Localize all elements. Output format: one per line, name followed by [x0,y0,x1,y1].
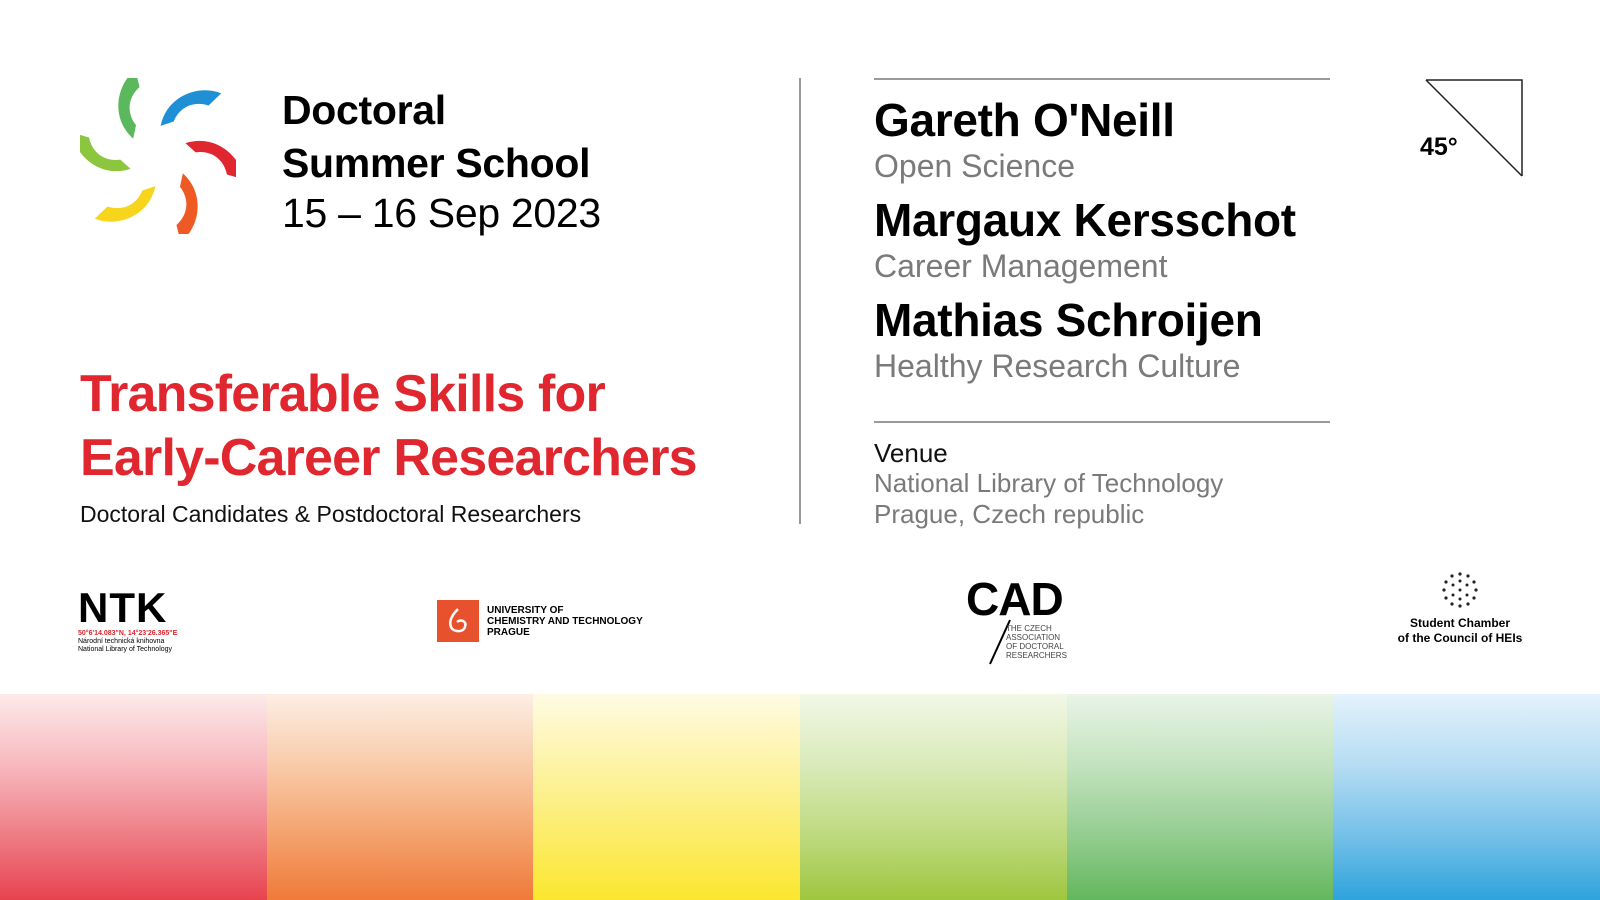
event-title [282,84,590,190]
chamber-line2: of the Council of HEIs [1397,631,1523,645]
cad-line3: OF DOCTORAL [1006,642,1064,651]
venue-line2: Prague, Czech republic [874,499,1145,529]
vscht-line2: CHEMISTRY AND TECHNOLOGY [487,615,643,627]
logo-petal-blue [156,87,225,126]
logo-petal-green [107,78,156,139]
band-yellow [533,694,800,900]
ntk-coords: 50°6'14.083"N, 14°23'26.365"E [78,630,178,637]
cad-logo [966,573,1076,666]
cad-line4: RESEARCHERS [1006,651,1067,660]
speaker-name: Gareth O'Neill [874,94,1175,146]
band-blue [1333,694,1600,900]
band-red [0,694,267,900]
vscht-logo [437,600,667,642]
event-title-line2: Summer School [282,140,591,186]
speaker-name: Margaux Kersschot [874,194,1296,246]
venue-line1: National Library of Technology [874,468,1224,498]
venue-block [874,438,1223,530]
flask-drop-icon [437,600,479,642]
logo-petal-yellow [91,186,160,225]
band-lightgreen [800,694,1067,900]
color-gradient-band [0,694,1600,900]
student-chamber-logo [1390,570,1530,646]
speaker-item [874,294,1296,386]
band-orange [267,694,534,900]
logo-petal-lightgreen [80,119,131,187]
event-dates: 15 – 16 Sep 2023 [282,190,601,236]
vscht-name [487,605,667,638]
speaker-item [874,194,1296,286]
vscht-line3: PRAGUE [487,626,530,638]
speaker-name: Mathias Schroijen [874,294,1263,346]
band-green [1067,694,1334,900]
speakers-top-divider [874,78,1330,80]
cad-subtext [1006,624,1067,660]
ntk-name: NTK [78,584,168,631]
chamber-line1: Student Chamber [1409,616,1510,630]
corner-triangle-icon [1424,78,1524,178]
ntk-logo [78,584,178,654]
venue-label: Venue [874,438,948,468]
logo-petal-orange [160,173,209,234]
vertical-divider [799,78,801,524]
logo-petal-red [185,125,236,193]
speaker-item [874,94,1296,186]
speaker-topic: Career Management [874,248,1168,284]
speakers-list [874,94,1296,394]
ntk-line1: Národní technická knihovna [78,638,165,645]
speakers-bottom-divider [874,421,1330,423]
vscht-line1: UNIVERSITY OF [487,604,564,616]
program-title-line2: Early-Career Researchers [80,429,697,487]
pinwheel-logo-icon [80,78,236,234]
angle-badge: 45° [1420,133,1458,161]
dotted-circle-icon [1440,570,1480,610]
program-title [80,362,697,490]
cad-line2: ASSOCIATION [1006,633,1061,642]
cad-name: CAD [966,573,1063,625]
program-title-line1: Transferable Skills for [80,365,605,423]
program-audience: Doctoral Candidates & Postdoctoral Researchers [80,501,582,527]
ntk-line2: National Library of Technology [78,646,173,653]
cad-line1: THE CZECH [1006,624,1052,633]
speaker-topic: Healthy Research Culture [874,348,1241,384]
speaker-topic: Open Science [874,148,1076,184]
event-title-line1: Doctoral [282,87,446,133]
